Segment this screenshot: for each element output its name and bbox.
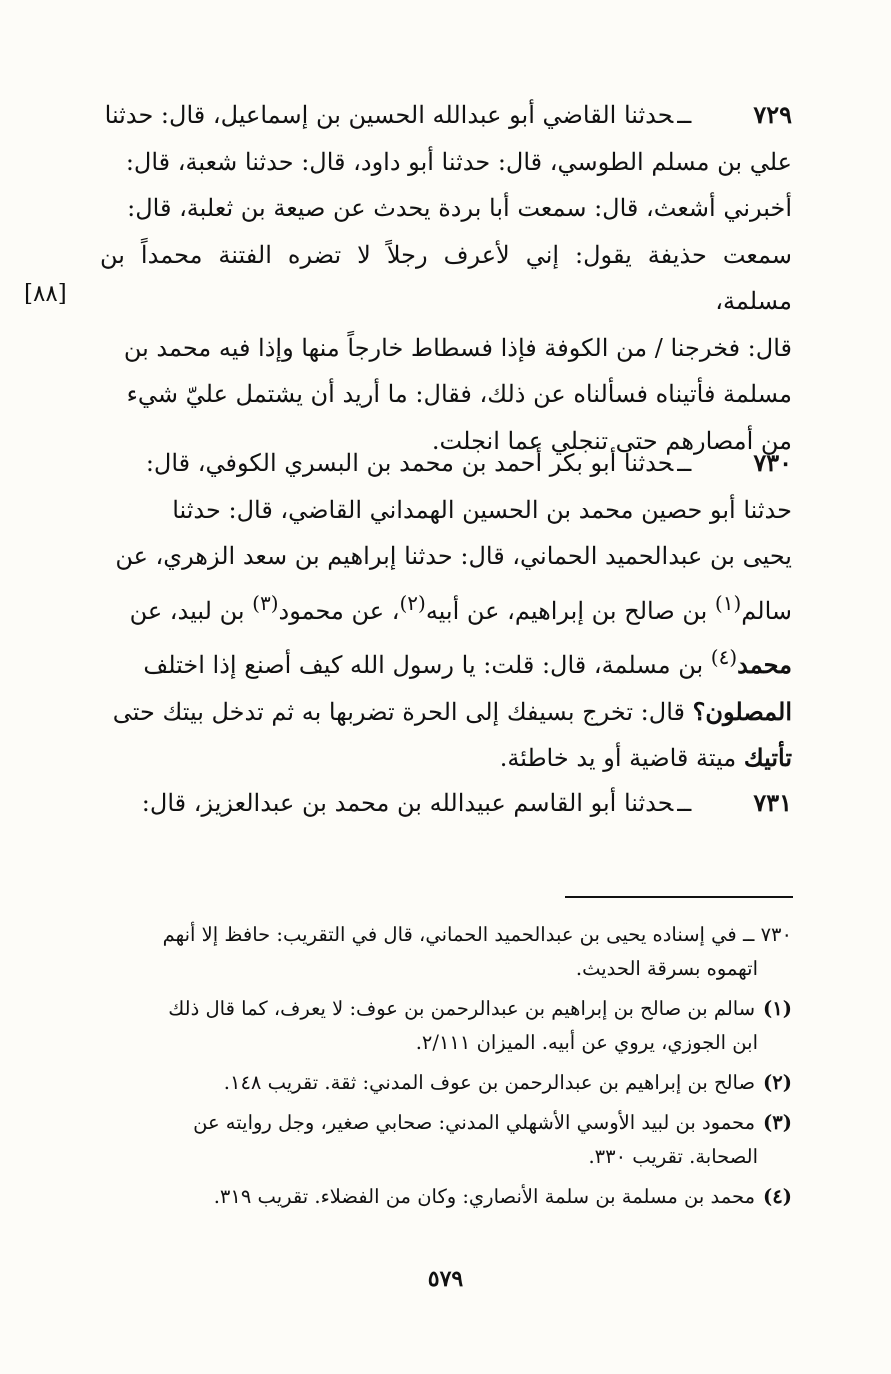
hadith-729	[100, 92, 792, 464]
footnote-item: (٣)محمود بن لبيد الأوسي الأشهلي المدني: صحابي صغير، وجل روايته عن الصحابة. تقريب ٣٣٠.	[193, 1111, 792, 1168]
hadith-line: يحيى بن عبدالحميد الحماني، قال: حدثنا إبراهيم بن سعد الزهري، عن	[115, 542, 792, 570]
hadith-731	[100, 780, 792, 827]
hadith-line: علي بن مسلم الطوسي، قال: حدثنا أبو داود، قال: حدثنا شعبة، قال:	[125, 147, 792, 176]
hadith-line: قال: فخرجنا / من الكوفة فإذا فسطاط خارجاً منها وإذا فيه محمد بن	[123, 333, 792, 362]
hadith-line: محمد$^{(٤)}$ بن مسلمة، قال: قلت: يا رسول الله كيف أصنع إذا اختلف	[143, 645, 792, 679]
footnote-separator	[565, 896, 793, 898]
hadith-730	[100, 440, 792, 782]
hadith-line: سالم$^{(١)}$ بن صالح بن إبراهيم، عن أبيه$^{(٢)}$، عن محمود$^{(٣)}$ بن لبيد، عن	[129, 590, 792, 625]
footnote-intro: ٧٣٠ ــ في إسناده يحيى بن عبدالحميد الحماني، قال في التقريب: حافظ إلا أنهم اتهموه بسرقة الحديث.	[162, 923, 792, 980]
footnotes	[100, 918, 792, 1220]
footnote-marker: (١)	[714, 590, 742, 615]
hadith-line: مسلمة فأتيناه فسألناه عن ذلك، فقال: ما أريد أن يشتمل عليّ شيء	[126, 380, 792, 408]
hadith-line: من أمصارهم حتى تنجلي عما انجلت.	[431, 426, 792, 455]
hadith-line: المصلون؟ قال: تخرج بسيفك إلى الحرة تضربها به ثم تدخل بيتك حتى	[112, 696, 792, 726]
footnote-number: (١)	[763, 997, 792, 1020]
footnote-marker: (٢)	[399, 590, 426, 615]
hadith-line: أخبرني أشعث، قال: سمعت أبا بردة يحدث عن صيعة بن ثعلبة، قال:	[127, 194, 792, 222]
hadith-line: ٧٣٠ــحدثنا أبو بكر أحمد بن محمد بن البسري الكوفي، قال:	[145, 448, 792, 477]
footnote-number: (٣)	[763, 1111, 792, 1134]
hadith-line: تأتيك ميتة قاضية أو يد خاطئة.	[499, 743, 792, 772]
footnote-item: (٤)محمد بن مسلمة بن سلمة الأنصاري: وكان من الفضلاء. تقريب ٣١٩.	[213, 1185, 792, 1208]
footnote-number: (٤)	[763, 1185, 792, 1208]
footnote-marker: (٣)	[252, 590, 279, 615]
footnote-item: (١)سالم بن صالح بن إبراهيم بن عبدالرحمن بن عوف: لا يعرف، كما قال ذلك ابن الجوزي، يروي عن أبيه. الميزان ٢/١١١.	[168, 997, 792, 1054]
page-number: ٥٧٩	[427, 1266, 464, 1292]
hadith-number: ٧٣٠	[753, 448, 792, 477]
footnote-item: (٢)صالح بن إبراهيم بن عبدالرحمن بن عوف المدني: ثقة. تقريب ١٤٨.	[223, 1071, 792, 1094]
hadith-number: ٧٣١	[753, 788, 792, 817]
footnote-number: (٢)	[763, 1071, 792, 1094]
margin-page-reference: [٨٨]	[24, 281, 67, 307]
footnote-marker: (٤)	[710, 645, 738, 669]
hadith-line: حدثنا أبو حصين محمد بن الحسين الهمداني القاضي، قال: حدثنا	[172, 495, 792, 524]
hadith-line: سمعت حذيفة يقول: إني لأعرف رجلاً لا تضره الفتنة محمداً بن مسلمة،	[100, 240, 792, 315]
hadith-number: ٧٢٩	[753, 100, 792, 129]
hadith-line: ٧٢٩ــحدثنا القاضي أبو عبدالله الحسين بن إسماعيل، قال: حدثنا	[104, 100, 792, 129]
hadith-line: ٧٣١ــحدثنا أبو القاسم عبيدالله بن محمد بن عبدالعزيز، قال:	[141, 788, 792, 817]
